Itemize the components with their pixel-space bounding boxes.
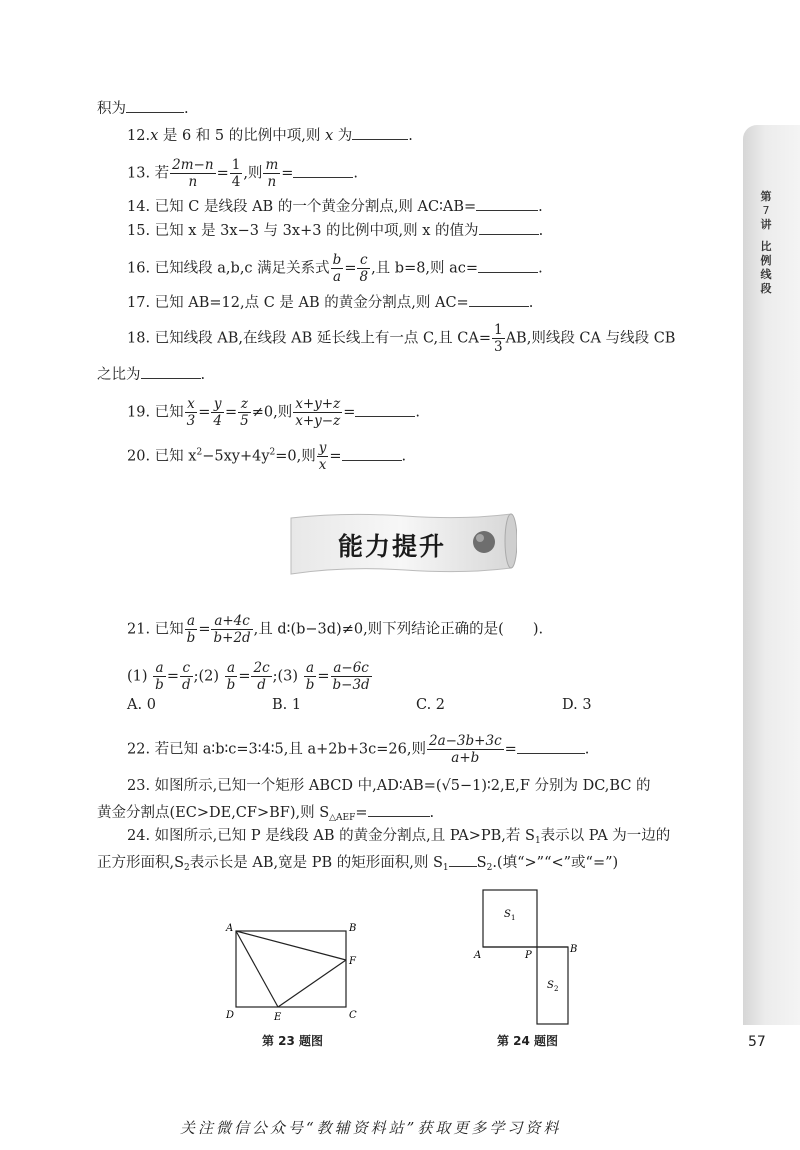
segment-ef (278, 960, 346, 1007)
question-20: 20. 已知 $x^2-5xy+4y^2=0$,则 $\frac{y}{x}$ = . (127, 440, 407, 473)
label-s2: S (547, 980, 554, 991)
figure-24 (470, 885, 585, 1030)
question-23: 23. 如图所示,已知一个矩形 ABCD 中,AD∶AB=(√5−1)∶2,E,F 分别为 DC,BC 的 (127, 778, 651, 794)
section-title: 能力提升 (338, 532, 447, 561)
label-b: B (570, 944, 578, 955)
figure-23-caption: 第 23 题图 (262, 1034, 324, 1048)
label-d: D (226, 1010, 235, 1021)
option-b: B. 1 (272, 697, 302, 713)
question-24: 24. 如图所示,已知 P 是线段 AB 的黄金分割点,且 PA>PB,若 $S_1$表示以 PA 为一边的 (127, 828, 671, 846)
label-a: A (226, 923, 234, 934)
question-17: 17. 已知 AB=12,点 C 是 AB 的黄金分割点,则 AC= . (127, 292, 533, 313)
label-a: A (474, 950, 482, 961)
label-s2-sub: 2 (554, 985, 559, 993)
question-15: 15. 已知 x 是 3x−3 与 3x+3 的比例中项,则 x 的值为 . (127, 220, 543, 241)
question-14: 14. 已知 C 是线段 AB 的一个黄金分割点,则 AC∶AB= . (127, 196, 543, 217)
option-d: D. 3 (562, 697, 592, 713)
question-24-line2: 正方形面积$,S_2$表示长是 AB,宽是 PB 的矩形面积,则 $S_1$ $S_2$.(填“>”“<”或“=”) (97, 852, 618, 878)
question-11-tail: 积为 . (97, 98, 189, 119)
option-a: A. 0 (127, 697, 156, 713)
rectangle-abcd (236, 931, 346, 1007)
label-s1-sub: 1 (511, 914, 516, 922)
question-12: 12.x 是 6 和 5 的比例中项,则 x 为 . (127, 125, 413, 146)
page-number: 57 (748, 1034, 766, 1050)
question-16: 16. 已知线段 a,b,c 满足关系式 $\frac{b}{a}$ = $\frac{c}{8}$ ,且 b=8,则 ac= . (127, 252, 543, 285)
label-c: C (349, 1010, 357, 1021)
option-c: C. 2 (416, 697, 446, 713)
label-s1: S (504, 909, 511, 920)
question-18: 18. 已知线段 AB,在线段 AB 延长线上有一点 C,且 CA= $\frac{1}{3}$ AB,则线段 CA 与线段 CB (127, 322, 676, 355)
question-21: 21. 已知 $\frac{a}{b}$ = $\frac{a+4c}{b+2d}$ ,且 d∶(b−3d)≠0,则下列结论正确的是( ). (127, 613, 544, 646)
question-23-line2: 黄金分割点(EC>DE,CF>BF),则 $S_{\triangle AEF}=$ . (97, 802, 434, 828)
label-b: B (349, 923, 357, 934)
question-21-conditions: (1) $\frac{a}{b}$ = $\frac{c}{d}$ ;(2) $\frac{a}{b}$ = $\frac{2c}{d}$ ;(3) $\frac{a}{b}$ = $\frac{a-6c}{b-3d}$ (127, 660, 370, 693)
label-e: E (274, 1012, 282, 1023)
figure-24-caption: 第 24 题图 (497, 1034, 559, 1048)
figure-23 (220, 918, 370, 1028)
chapter-label: 第 7 讲 比 例 线 段 (760, 190, 772, 295)
label-p: P (525, 950, 532, 961)
label-f: F (349, 956, 356, 967)
question-18-line2: 之比为 . (97, 364, 205, 385)
segment-ae (236, 931, 278, 1007)
question-13: 13. 若 $\frac{2m-n}{n}$ = $\frac{1}{4}$ ,则 $\frac{m}{n}$ = . (127, 157, 359, 190)
question-22: 22. 若已知 a∶b∶c=3∶4∶5,且 a+2b+3c=26,则 $\frac{2a-3b+3c}{a+b}$ = . (127, 733, 590, 766)
question-19: 19. 已知 $\frac{x}{3}$ = $\frac{y}{4}$ = $\frac{z}{5}$ ≠0,则 $\frac{x+y+z}{x+y-z}$ = . (127, 396, 420, 429)
footer-note: 关注微信公众号“教辅资料站”获取更多学习资料 (180, 1119, 562, 1137)
segment-af (236, 931, 346, 960)
